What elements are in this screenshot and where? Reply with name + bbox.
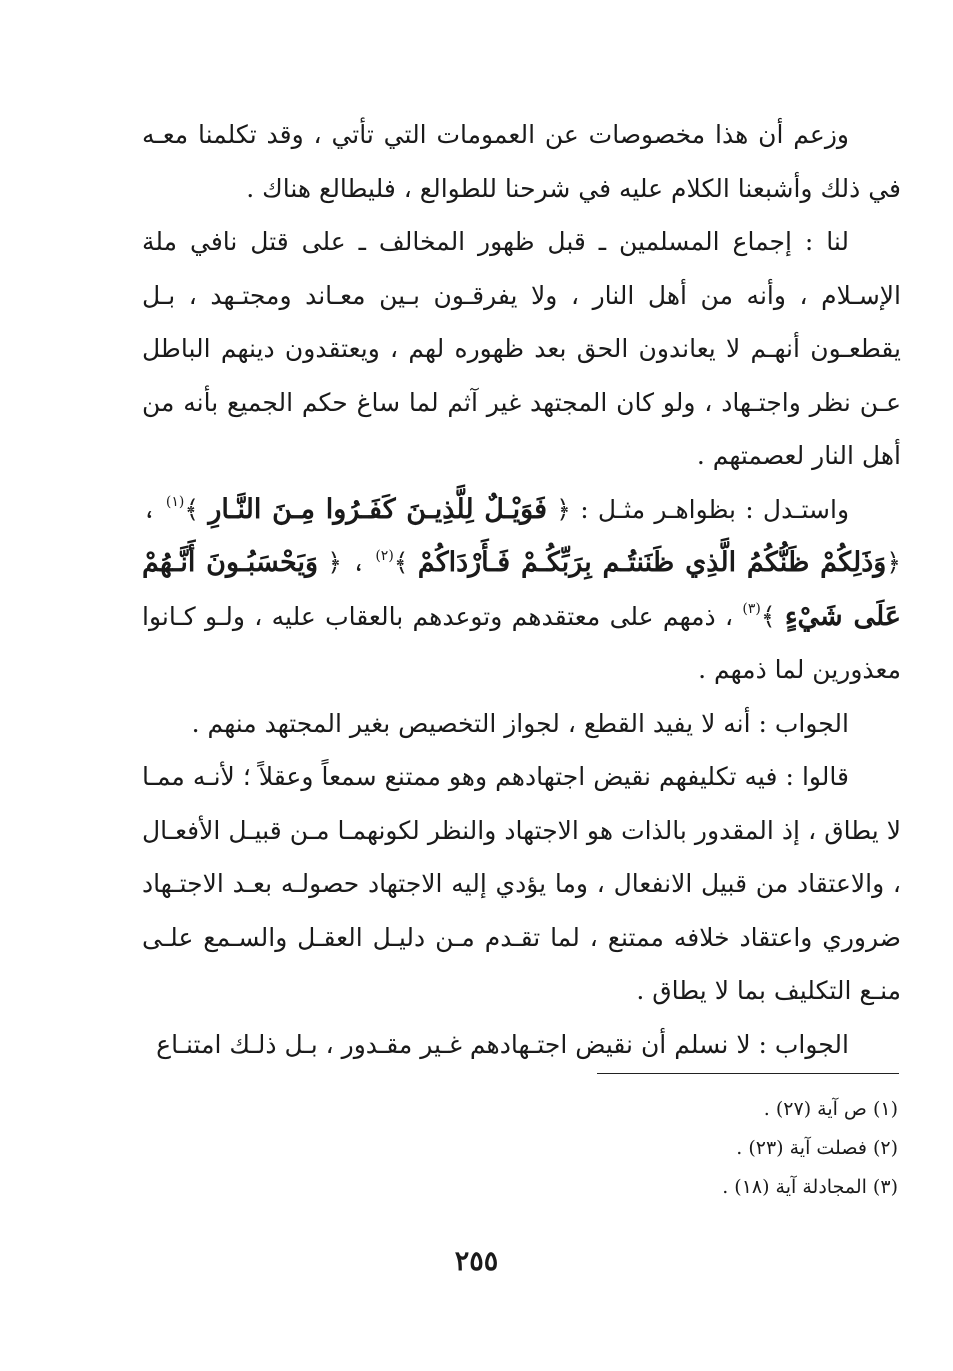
quran-verse-1: فَوَيْـلٌ لِلَّذِيـنَ كَفَـرُوا مِـنَ النَّـارِ xyxy=(208,493,548,525)
close-bracket: ﴾ xyxy=(184,494,200,524)
paragraph-2: لنا : إجماع المسلمين ـ قبل ظهور المخالف ـ على قتل نافي ملة الإسـلام ، وأنه من أهل النار ، ولا يفرقـون بـين معـاند ومجتـهد ، بـل يقطعـون أنهـم لا يعاندون الحق بعد ظهوره لهم ، ويعتقدون دينهم الباطل عـن نظر واجتـهاد ، ولو كان المجتهد غير آثم لما ساغ حكم الجميع بأنه من أهل النار لعصمتهم . xyxy=(142,227,901,470)
istidlal-lead: واستـدل : بظواهـر مثـل : xyxy=(580,494,850,524)
footnote-ref-2: (٢) xyxy=(375,547,394,564)
quran-verse-3: وَيَحْسَبُـونَ أَنَّـهُمْ عَلَى شَيْءٍ xyxy=(142,547,902,632)
close-bracket: ﴾ xyxy=(760,601,776,631)
paragraph-qalu: قالوا : فيه تكليفهم نقيض اجتهادهم وهو ممتنع سمعاً وعقلاً ؛ لأنـه ممـا لا يطاق ، إذ المقدور بالذات هو الاجتهاد والنظر لكونهمـا مـن قبيـل الأفعـال ، والاعتقاد من قبيل الانفعال ، وما يؤدي إليه الاجتهاد حصولـه بعـد الاجتـهاد ضروري واعتقاد خلافه ممتنع ، لما تقـدم مـن دليـل العقـل والسـمع علـى منـع التكليف بما لا يطاق . xyxy=(142,762,901,1005)
main-text xyxy=(142,108,901,1071)
open-bracket: ﴿ xyxy=(327,548,343,577)
paragraph-istidlal xyxy=(142,483,901,697)
footnote-divider xyxy=(597,1073,899,1074)
separator: ، xyxy=(351,548,366,577)
footnote-1: (١) ص آية (٢٧) . xyxy=(763,1098,898,1120)
close-bracket: ﴾ xyxy=(393,548,409,577)
open-bracket: ﴿ xyxy=(886,548,901,577)
page-number: ٢٥٥ xyxy=(454,1246,499,1277)
istidlal-rest: ، ذمهم على معتقدهم وتوعدهم بالعقاب عليه ، ولـو كـانوا معذورين لما ذمهم . xyxy=(142,601,901,684)
footnote-2: (٢) فصلت آية (٢٣) . xyxy=(736,1137,898,1159)
footnote-3: (٣) المجادلة آية (١٨) . xyxy=(722,1176,898,1198)
paragraph-jawab-1: الجواب : أنه لا يفيد القطع ، لجواز التخصيص بغير المجتهد منهم . xyxy=(191,708,849,738)
open-bracket: ﴿ xyxy=(556,494,571,524)
paragraph-jawab-2: الجواب : لا نسلم أن نقيض اجتـهادهم غـير مقـدور ، بـل ذلـك امتنـاع xyxy=(156,1029,849,1059)
separator: ، xyxy=(142,494,157,524)
footnote-ref-3: (٣) xyxy=(742,601,761,618)
footnote-ref-1: (١) xyxy=(165,494,185,511)
footnotes xyxy=(560,1090,898,1207)
paragraph-1: وزعم أن هذا مخصوصات عن العمومات التي تأتي ، وقد تكلمنا معـه في ذلك وأشبعنا الكلام عليه في شرحنا للطوالع ، فليطالع هناك . xyxy=(142,120,901,203)
quran-verse-2: وَذَلِكُمْ ظَنُّكُمُ الَّذِي ظَنَنتُـم بِرَبِّكُـمْ فَـأَرْدَاكُمْ xyxy=(417,547,887,578)
